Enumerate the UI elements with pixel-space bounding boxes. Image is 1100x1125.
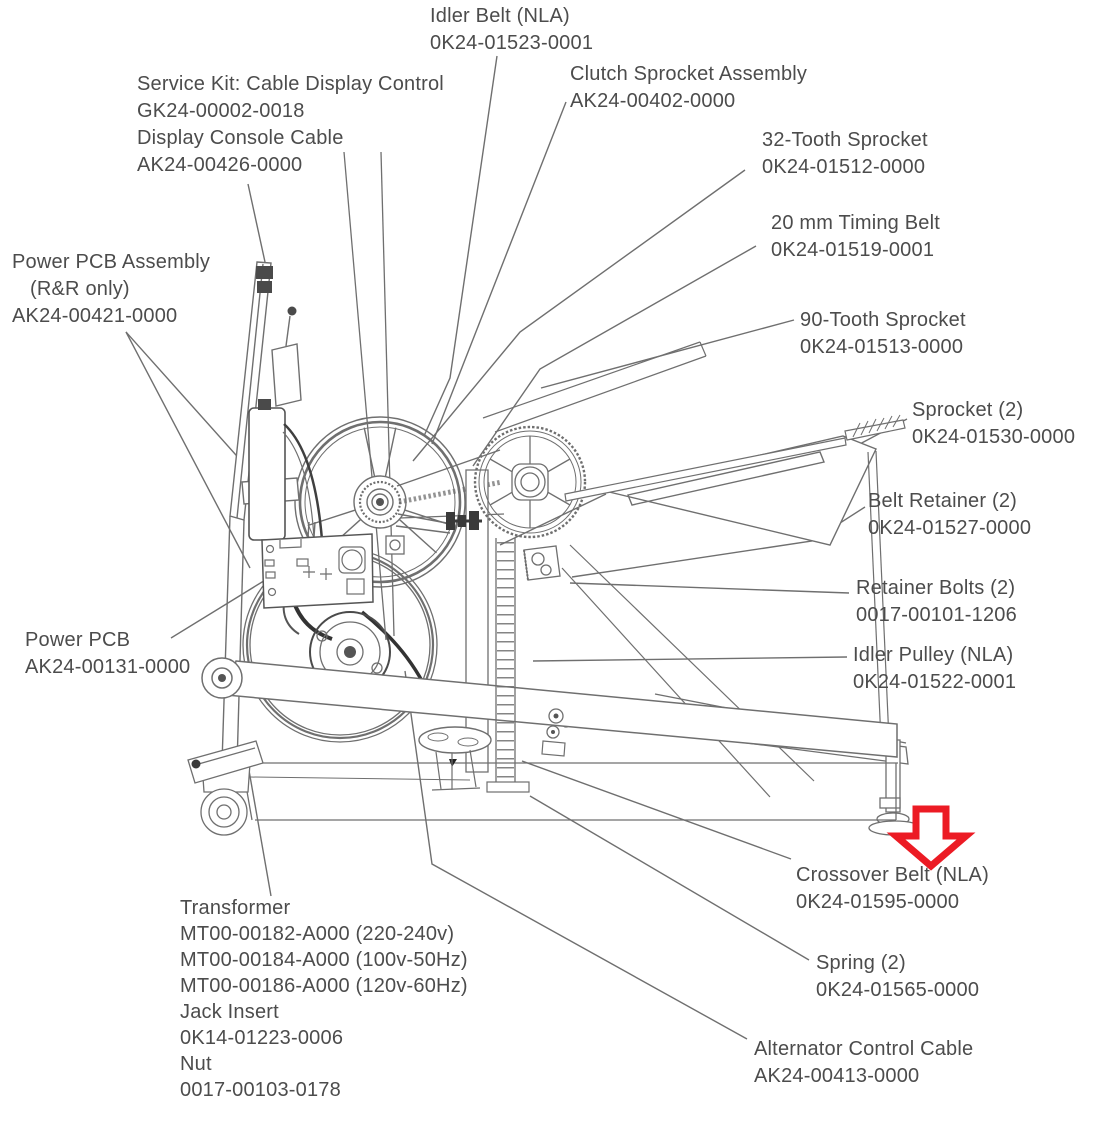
part-number: MT00-00186-A000 (120v-60Hz) [180,975,468,997]
frame-base [242,763,898,820]
part-name: 20 mm Timing Belt [771,212,941,234]
part-name: 32-Tooth Sprocket [762,129,928,151]
label-sprocket-2 [912,397,1075,451]
part-name: Sprocket (2) [912,399,1024,421]
part-name: Spring (2) [816,952,906,974]
part-number: 0K24-01527-0000 [868,517,1032,539]
part-name: Display Console Cable [137,127,344,149]
label-idler-pulley [853,642,1016,696]
part-name: Transformer [180,897,291,919]
sprocket-90-tooth [475,427,585,537]
label-32-tooth-sprocket [762,127,928,181]
part-name: Power PCB [25,629,131,651]
crossover-belt [487,538,529,792]
part-name: Retainer Bolts (2) [856,577,1016,599]
part-name: 90-Tooth Sprocket [800,309,966,331]
label-transformer [180,895,468,1103]
part-name: Clutch Sprocket Assembly [570,63,808,85]
part-number: AK24-00131-0000 [25,656,191,678]
part-number: 0K24-01512-0000 [762,156,926,178]
label-timing-belt [771,210,940,264]
part-number: 0K14-01223-0006 [180,1027,344,1049]
part-number: 0K24-01565-0000 [816,979,980,1001]
part-number: 0K24-01595-0000 [796,891,960,913]
label-spring [816,950,979,1004]
part-number: MT00-00184-A000 (100v-50Hz) [180,949,468,971]
part-number: MT00-00182-A000 (220-240v) [180,923,455,945]
part-name: Belt Retainer (2) [868,490,1018,512]
part-number: 0K24-01530-0000 [912,426,1076,448]
part-name: Jack Insert [180,1001,279,1023]
part-number: AK24-00421-0000 [12,305,178,327]
part-number: 0K24-01523-0001 [430,32,594,54]
label-alternator-cable [754,1036,973,1090]
part-name: Nut [180,1053,212,1075]
part-number: AK24-00413-0000 [754,1065,920,1087]
part-number: 0017-00103-0178 [180,1079,341,1101]
swing-arm-beam [202,658,897,757]
part-number: 0K24-01513-0000 [800,336,964,358]
label-power-pcb [25,627,190,681]
part-name: Crossover Belt (NLA) [796,864,989,886]
label-belt-retainer [868,488,1031,542]
part-number: 0K24-01519-0001 [771,239,935,261]
label-retainer-bolts [856,575,1017,629]
part-name: Idler Pulley (NLA) [853,644,1014,666]
part-number: AK24-00402-0000 [570,90,736,112]
part-number: 0017-00101-1206 [856,604,1017,626]
deck-roller-sprocket [845,420,905,440]
label-crossover-belt [796,862,989,916]
part-number: 0K24-01522-0001 [853,671,1017,693]
label-idler-belt [430,3,593,57]
part-number: GK24-00002-0018 [137,100,305,122]
label-90-tooth-sprocket [800,307,966,361]
part-note: (R&R only) [30,278,130,300]
power-pcb-assembly-box [249,408,285,540]
part-name: Alternator Control Cable [754,1038,974,1060]
power-pcb-board [262,534,373,608]
part-name: Power PCB Assembly [12,251,211,273]
part-number: AK24-00426-0000 [137,154,303,176]
belt-retainer-bracket [524,546,560,580]
label-clutch-sprocket [570,61,807,115]
label-service-kit [137,71,444,179]
part-name: Service Kit: Cable Display Control [137,73,444,95]
walking-deck-upper [500,415,905,545]
handrail-tubes [483,342,706,432]
part-name: Idler Belt (NLA) [430,5,570,27]
label-power-pcb-assembly [12,249,210,330]
